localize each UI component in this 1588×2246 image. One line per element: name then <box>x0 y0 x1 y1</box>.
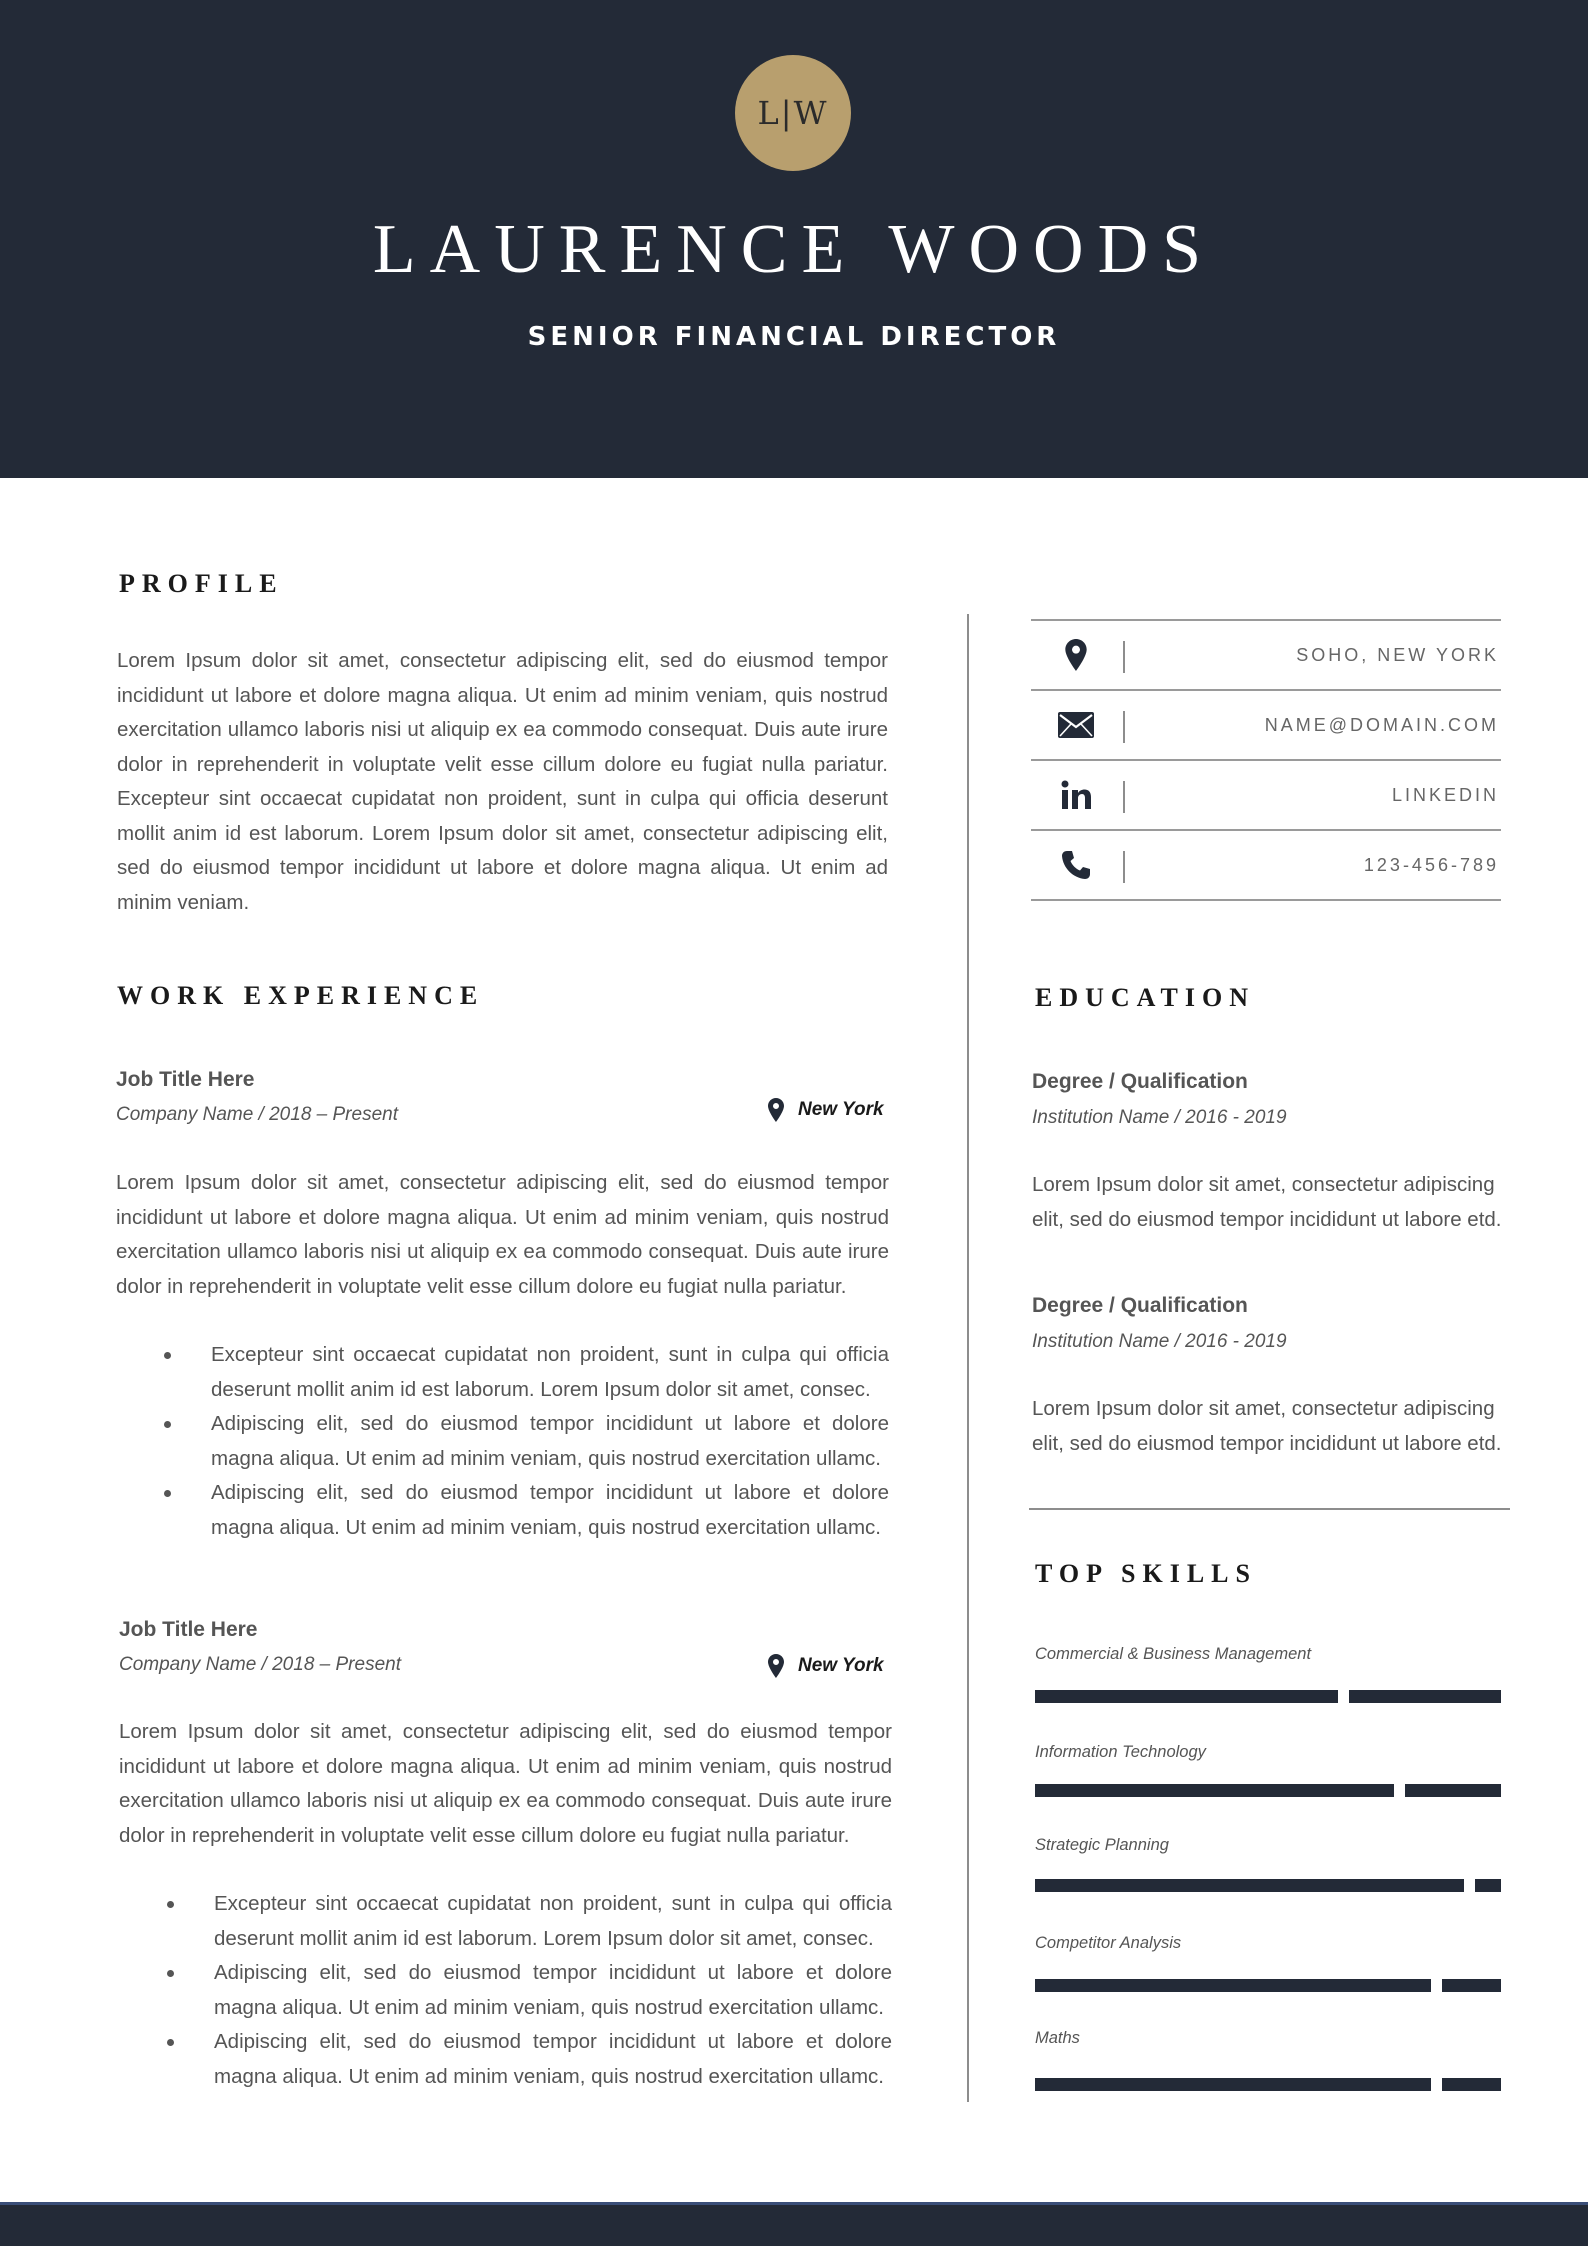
contact-email-text[interactable]: NAME@DOMAIN.COM <box>1264 715 1499 735</box>
job-bullet-list <box>119 1887 892 2094</box>
skill-label: Commercial & Business Management <box>1035 1645 1312 1663</box>
contact-list <box>1031 619 1501 901</box>
top-skills-heading: TOP SKILLS <box>1035 1559 1257 1588</box>
job-location <box>768 1098 884 1122</box>
skill-bar-remainder <box>1405 1784 1501 1797</box>
education-description: Lorem Ipsum dolor sit amet, consectetur adipiscing elit, sed do eiusmod tempor incididunt ut labore etd. <box>1032 1397 1502 1455</box>
contact-phone-text[interactable]: 123-456-789 <box>1363 855 1499 875</box>
skill-bar-remainder <box>1349 1690 1501 1703</box>
education-institution: Institution Name / 2016 - 2019 <box>1032 1107 1287 1128</box>
contact-location-text: SOHO, NEW YORK <box>1296 645 1499 665</box>
job-bullet-list <box>116 1338 889 1545</box>
skill-bar-remainder <box>1442 1979 1501 1992</box>
job-location-text: New York <box>798 1099 884 1120</box>
profile-heading: PROFILE <box>119 569 284 598</box>
contact-separator <box>1123 851 1125 883</box>
skill-bar <box>1035 1979 1501 1992</box>
contact-row-location <box>1031 619 1501 689</box>
list-item: Adipiscing elit, sed do eiusmod tempor incididunt ut labore et dolore magna aliqua. Ut enim ad minim veniam, quis nostrud exercitation ullamc. <box>119 1956 892 2025</box>
job-company: Company Name / 2018 – Present <box>119 1654 401 1675</box>
list-item: Adipiscing elit, sed do eiusmod tempor incididunt ut labore et dolore magna aliqua. Ut enim ad minim veniam, quis nostrud exercitation ullamc. <box>119 2025 892 2094</box>
education-degree: Degree / Qualification <box>1032 1070 1248 1093</box>
column-divider <box>967 614 969 2102</box>
job-title: Job Title Here <box>119 1618 258 1641</box>
job-title: Job Title Here <box>116 1068 255 1091</box>
person-name: LAURENCE WOODS <box>372 211 1216 288</box>
education-heading: EDUCATION <box>1035 983 1255 1012</box>
skill-bar-fill <box>1035 1784 1394 1797</box>
skill-label: Strategic Planning <box>1035 1836 1169 1854</box>
list-item: Excepteur sint occaecat cupidatat non proident, sunt in culpa qui officia deserunt mollit anim id est laborum. Lorem Ipsum dolor sit amet, consec. <box>119 1887 892 1956</box>
skill-bar-fill <box>1035 1879 1464 1892</box>
section-divider <box>1029 1508 1510 1510</box>
skill-bar <box>1035 1690 1501 1703</box>
education-degree: Degree / Qualification <box>1032 1294 1248 1317</box>
job-description: Lorem Ipsum dolor sit amet, consectetur adipiscing elit, sed do eiusmod tempor incididunt ut labore et dolore magna aliqua. Ut enim ad minim veniam, quis nostrud exercitation ullamco laboris nisi ut aliquip ex ea commodo consequat. Duis aute irure dolor in reprehenderit in voluptate velit esse cillum dolore eu fugiat nulla pariatur. <box>116 1171 889 1298</box>
skill-label: Maths <box>1035 2029 1080 2047</box>
education-institution: Institution Name / 2016 - 2019 <box>1032 1331 1287 1352</box>
phone-icon <box>1051 831 1101 899</box>
profile-text: Lorem Ipsum dolor sit amet, consectetur adipiscing elit, sed do eiusmod tempor incididunt ut labore et dolore magna aliqua. Ut enim ad minim veniam, quis nostrud exercitation ullamco laboris nisi ut aliquip ex ea commodo consequat. Duis aute irure dolor in reprehenderit in voluptate velit esse cillum dolore eu fugiat nulla pariatur. Excepteur sint occaecat cupidatat non proident, sunt in culpa qui officia deserunt mollit anim id est laborum. Lorem Ipsum dolor sit amet, consectetur adipiscing elit, sed do eiusmod tempor incididunt ut labore et dolore magna aliqua. Ut enim ad minim veniam. <box>117 649 888 914</box>
skill-bar-fill <box>1035 1979 1431 1992</box>
header-banner <box>0 0 1588 478</box>
envelope-icon <box>1051 691 1101 759</box>
work-experience-heading: WORK EXPERIENCE <box>117 981 485 1010</box>
location-pin-icon <box>768 1098 784 1122</box>
skill-label: Competitor Analysis <box>1035 1934 1182 1952</box>
monogram-badge: L|W <box>735 55 851 171</box>
skill-bar-remainder <box>1442 2078 1501 2091</box>
contact-row-linkedin[interactable] <box>1031 759 1501 829</box>
skill-bar <box>1035 1879 1501 1892</box>
list-item: Adipiscing elit, sed do eiusmod tempor incididunt ut labore et dolore magna aliqua. Ut enim ad minim veniam, quis nostrud exercitation ullamc. <box>116 1407 889 1476</box>
contact-row-phone[interactable] <box>1031 829 1501 901</box>
job-location <box>768 1654 884 1678</box>
skill-bar <box>1035 1784 1501 1797</box>
skill-bar-fill <box>1035 1690 1338 1703</box>
contact-separator <box>1123 781 1125 813</box>
contact-linkedin-text[interactable]: LINKEDIN <box>1391 785 1499 805</box>
skill-bar-fill <box>1035 2078 1431 2091</box>
job-headline: SENIOR FINANCIAL DIRECTOR <box>527 322 1061 352</box>
list-item: Adipiscing elit, sed do eiusmod tempor incididunt ut labore et dolore magna aliqua. Ut enim ad minim veniam, quis nostrud exercitation ullamc. <box>116 1476 889 1545</box>
job-description: Lorem Ipsum dolor sit amet, consectetur adipiscing elit, sed do eiusmod tempor incididunt ut labore et dolore magna aliqua. Ut enim ad minim veniam, quis nostrud exercitation ullamco laboris nisi ut aliquip ex ea commodo consequat. Duis aute irure dolor in reprehenderit in voluptate velit esse cillum dolore eu fugiat nulla pariatur. <box>119 1720 892 1847</box>
contact-separator <box>1123 641 1125 673</box>
skill-bar-remainder <box>1475 1879 1501 1892</box>
job-location-text: New York <box>798 1655 884 1676</box>
education-description: Lorem Ipsum dolor sit amet, consectetur adipiscing elit, sed do eiusmod tempor incididunt ut labore etd. <box>1032 1173 1502 1231</box>
skill-bar <box>1035 2078 1501 2091</box>
location-pin-icon <box>1051 621 1101 689</box>
job-company: Company Name / 2018 – Present <box>116 1104 398 1125</box>
list-item: Excepteur sint occaecat cupidatat non proident, sunt in culpa qui officia deserunt mollit anim id est laborum. Lorem Ipsum dolor sit amet, consec. <box>116 1338 889 1407</box>
contact-row-email[interactable] <box>1031 689 1501 759</box>
skill-label: Information Technology <box>1035 1743 1206 1761</box>
contact-separator <box>1123 711 1125 743</box>
location-pin-icon <box>768 1654 784 1678</box>
linkedin-icon <box>1051 761 1101 829</box>
footer-band <box>0 2202 1588 2246</box>
